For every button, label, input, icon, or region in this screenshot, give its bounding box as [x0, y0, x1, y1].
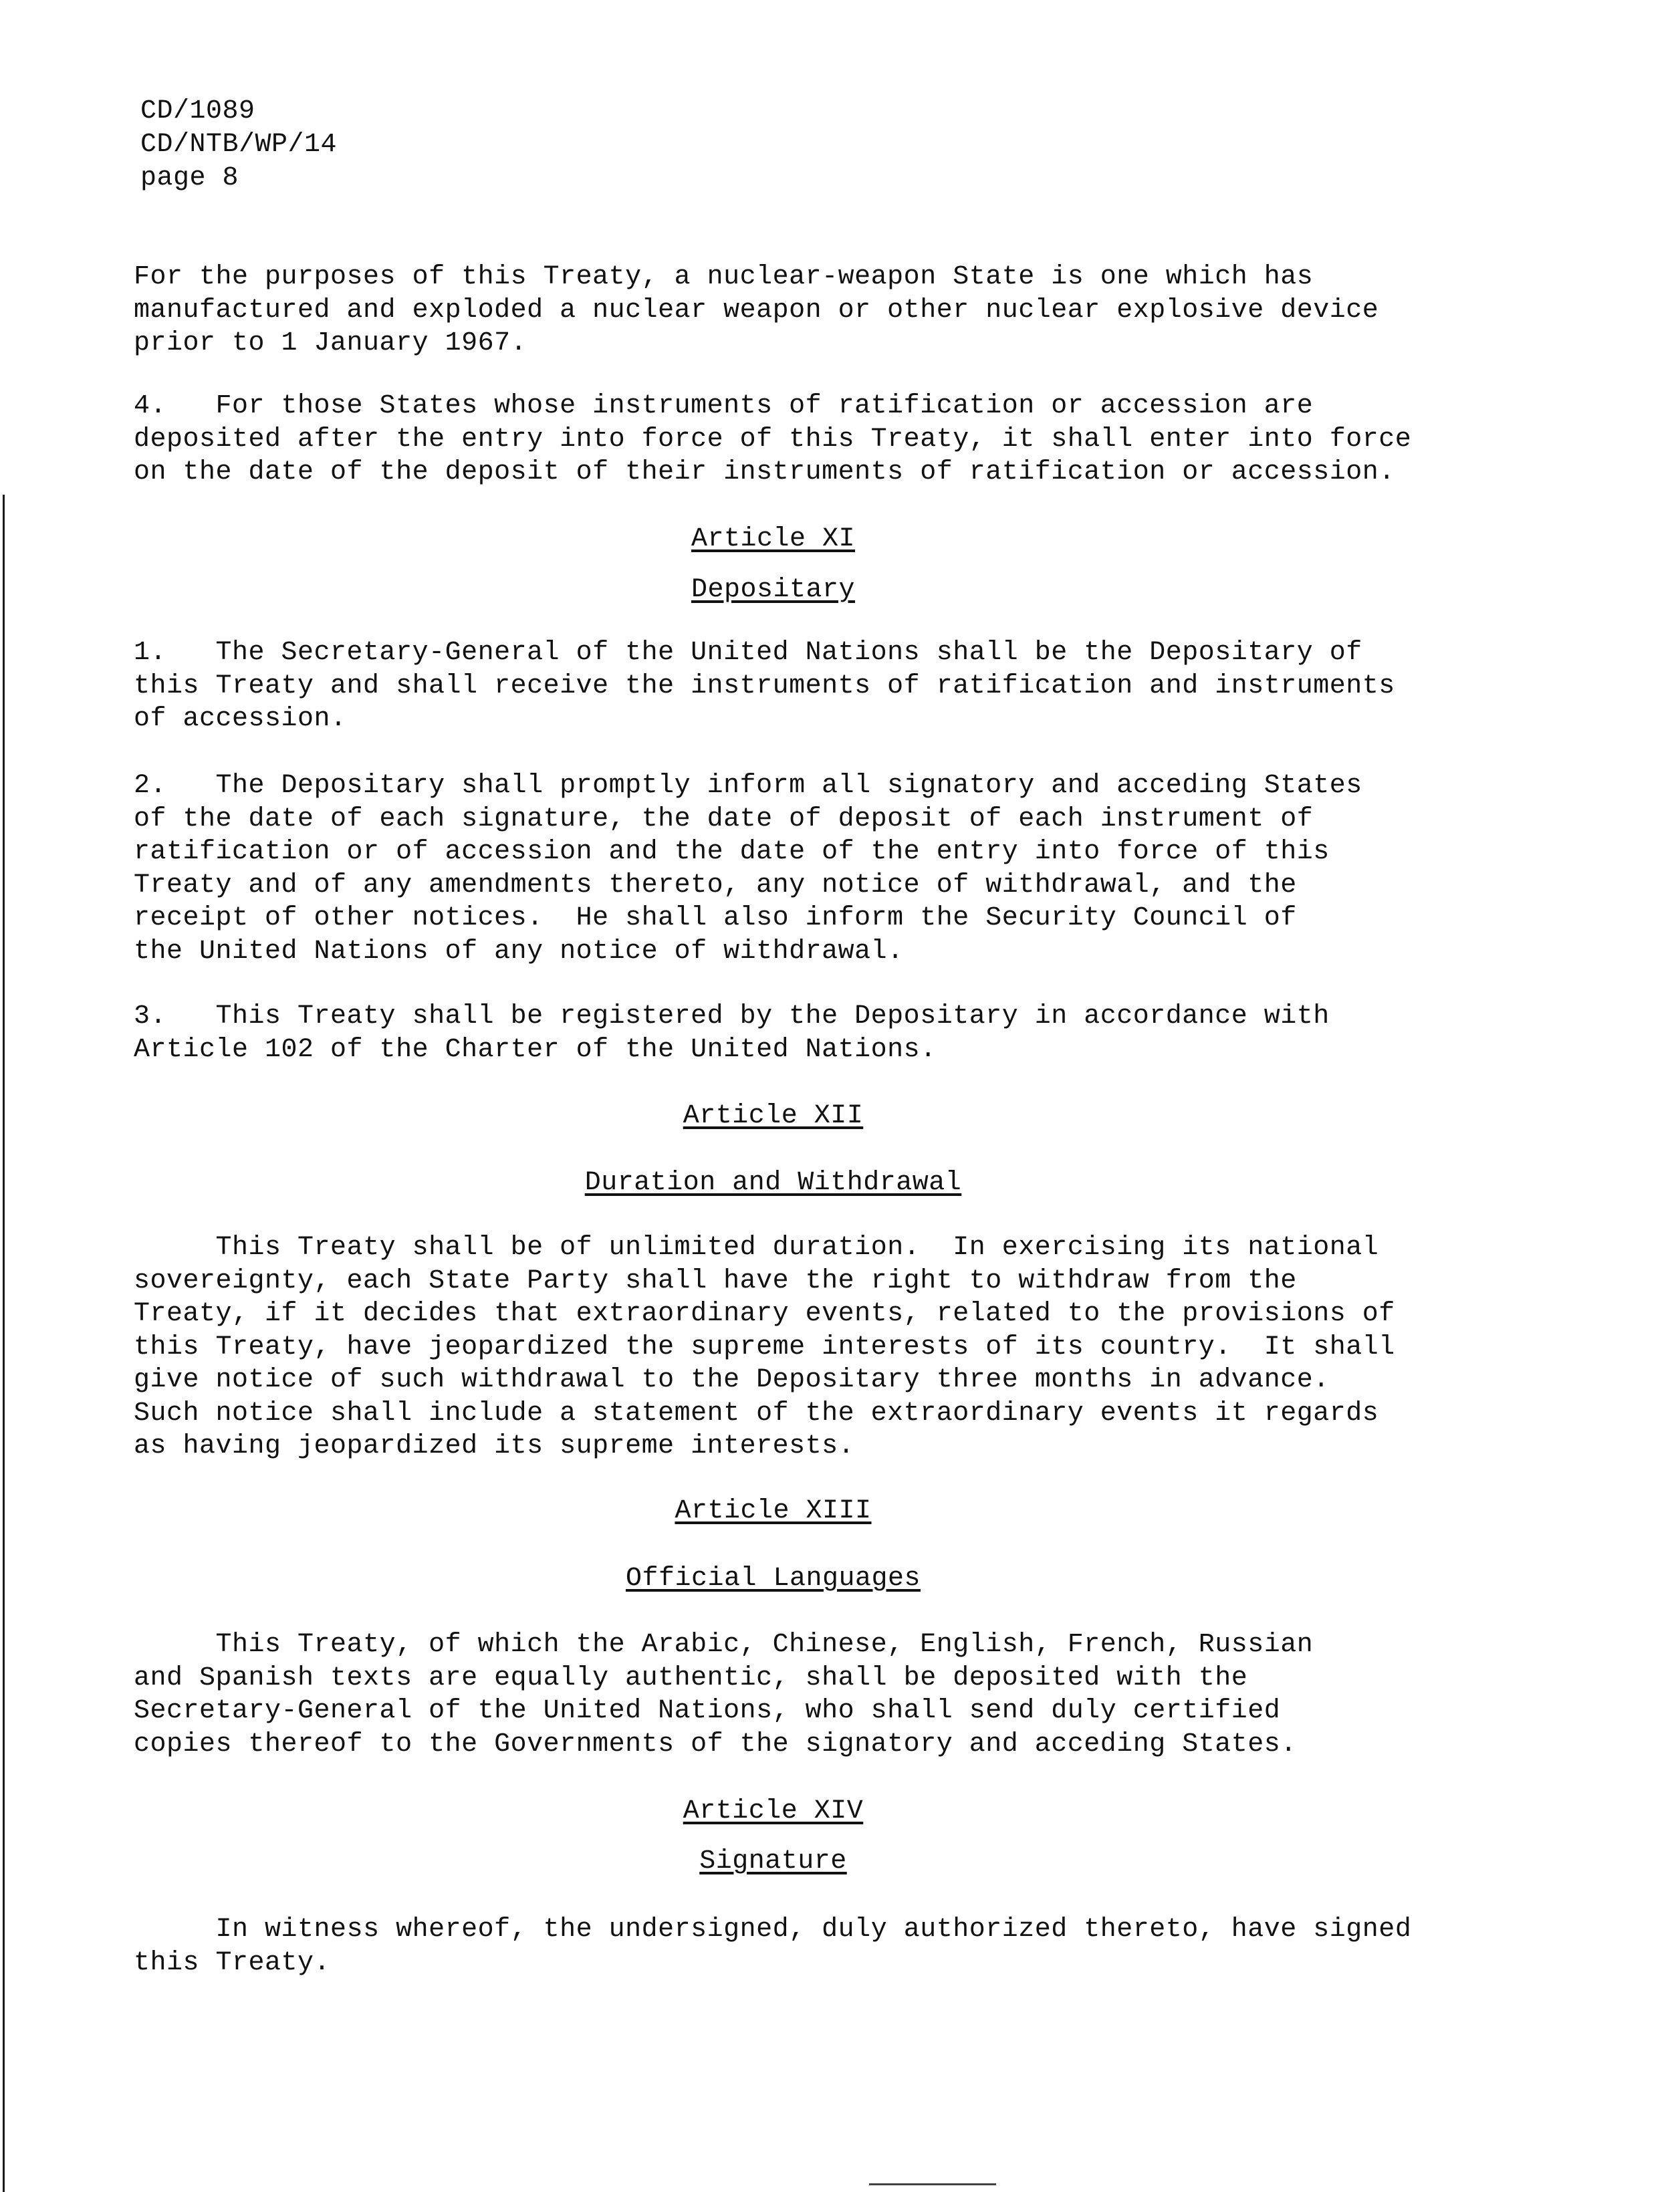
- document-symbol: CD/1089: [140, 96, 255, 126]
- article-title-text: Official Languages: [625, 1564, 921, 1594]
- working-paper-symbol: CD/NTB/WP/14: [140, 130, 338, 160]
- text-line: Secretary-General of the United Nations, who shall send duly certified: [134, 1696, 1281, 1726]
- text-line: deposited after the entry into force of this Treaty, it shall enter into force: [134, 424, 1412, 455]
- text-line: and Spanish texts are equally authentic, shall be deposited with the: [134, 1663, 1248, 1693]
- paragraph-4: [134, 390, 1591, 489]
- text-line: receipt of other notices. He shall also inform the Security Council of: [134, 903, 1297, 933]
- article-xi-number: [0, 523, 1546, 556]
- text-line: In witness whereof, the undersigned, duly authorized thereto, have signed: [134, 1915, 1412, 1945]
- text-line: manufactured and exploded a nuclear weapon or other nuclear explosive device: [134, 295, 1379, 326]
- article-heading-text: Article XII: [683, 1101, 864, 1131]
- article-xiv-title: [0, 1845, 1546, 1878]
- text-line: the United Nations of any notice of withdrawal.: [134, 936, 904, 967]
- text-line: ratification or of accession and the date of the entry into force of this: [134, 837, 1330, 867]
- text-line: Article 102 of the Charter of the United Nations.: [134, 1034, 937, 1065]
- article-xi-title: [0, 574, 1546, 607]
- text-line: 3. This Treaty shall be registered by the Depositary in accordance with: [134, 1001, 1330, 1031]
- text-line: This Treaty shall be of unlimited duration. In exercising its national: [134, 1233, 1379, 1263]
- text-line: 1. The Secretary-General of the United Nations shall be the Depositary of: [134, 638, 1362, 668]
- article-heading-text: Article XIII: [675, 1496, 872, 1526]
- article-title-text: Duration and Withdrawal: [584, 1168, 962, 1198]
- document-header: [140, 95, 337, 195]
- article-title-text: Signature: [699, 1846, 847, 1876]
- article-xi-paragraph-1: [134, 636, 1591, 736]
- page-edge-line: [3, 495, 5, 2192]
- bottom-rule: [869, 2183, 996, 2185]
- article-xi-paragraph-3: [134, 1000, 1591, 1066]
- article-xii-title: [0, 1167, 1546, 1200]
- article-title-text: Depositary: [691, 575, 856, 605]
- text-line: 2. The Depositary shall promptly inform all signatory and acceding States: [134, 771, 1362, 801]
- text-line: as having jeopardized its supreme interests.: [134, 1431, 855, 1461]
- article-xiii-number: [0, 1495, 1546, 1528]
- text-line: prior to 1 January 1967.: [134, 328, 527, 358]
- article-xii-number: [0, 1100, 1546, 1133]
- text-line: this Treaty and shall receive the instruments of ratification and instruments: [134, 671, 1395, 701]
- text-line: of the date of each signature, the date of deposit of each instrument of: [134, 804, 1314, 834]
- text-line: on the date of the deposit of their instruments of ratification or accession.: [134, 457, 1395, 487]
- text-line: this Treaty.: [134, 1947, 331, 1978]
- article-xiii-title: [0, 1562, 1546, 1596]
- article-heading-text: Article XI: [691, 524, 856, 554]
- text-line: this Treaty, have jeopardized the supreme interests of its country. It shall: [134, 1332, 1395, 1362]
- text-line: Treaty, if it decides that extraordinary events, related to the provisions of: [134, 1299, 1395, 1329]
- text-line: copies thereof to the Governments of the signatory and acceding States.: [134, 1729, 1297, 1759]
- article-heading-text: Article XIV: [683, 1796, 864, 1826]
- article-xiv-number: [0, 1795, 1546, 1828]
- text-line: For the purposes of this Treaty, a nuclear-weapon State is one which has: [134, 262, 1314, 292]
- text-line: Treaty and of any amendments thereto, any notice of withdrawal, and the: [134, 870, 1297, 900]
- text-line: of accession.: [134, 704, 347, 734]
- text-line: Such notice shall include a statement of the extraordinary events it regards: [134, 1398, 1379, 1429]
- article-xii-paragraph: [134, 1231, 1591, 1463]
- text-line: This Treaty, of which the Arabic, Chinese, English, French, Russian: [134, 1630, 1314, 1660]
- article-xiv-paragraph: [134, 1913, 1591, 1979]
- page-number: page 8: [140, 163, 239, 193]
- article-xiii-paragraph: [134, 1628, 1591, 1761]
- text-line: 4. For those States whose instruments of ratification or accession are: [134, 391, 1314, 421]
- text-line: give notice of such withdrawal to the Depositary three months in advance.: [134, 1365, 1330, 1395]
- text-line: sovereignty, each State Party shall have the right to withdraw from the: [134, 1265, 1297, 1296]
- paragraph-nuclear-weapon-state: [134, 261, 1591, 360]
- article-xi-paragraph-2: [134, 769, 1591, 968]
